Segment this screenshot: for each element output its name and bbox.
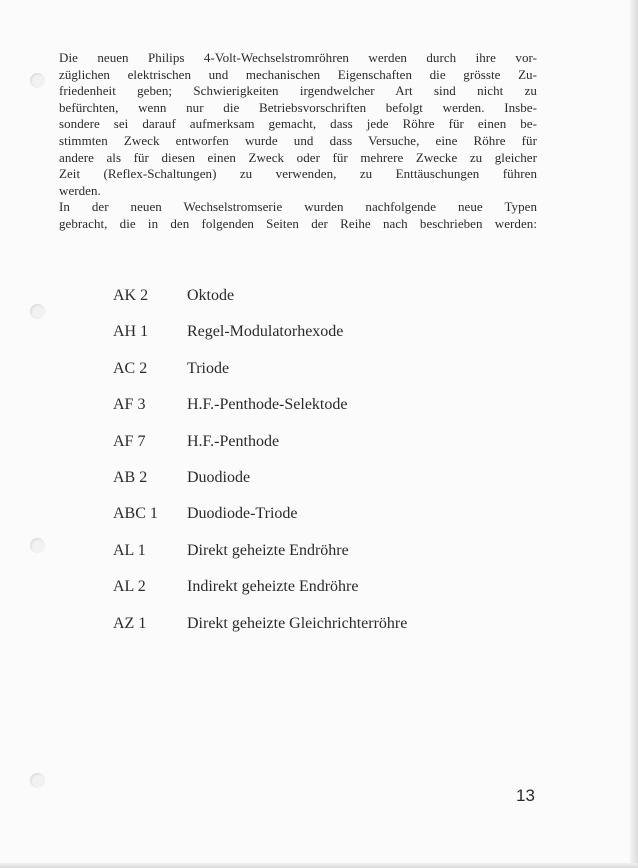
punch-hole bbox=[30, 538, 45, 553]
tube-code: AL 2 bbox=[113, 578, 146, 596]
tube-code: AF 7 bbox=[113, 432, 146, 450]
page-edge-shadow bbox=[630, 0, 638, 868]
tube-description: H.F.-Penthode-Selektode bbox=[187, 396, 348, 414]
tube-list bbox=[113, 287, 407, 651]
tube-description: Duodiode-Triode bbox=[187, 505, 298, 523]
tube-item bbox=[113, 396, 407, 432]
tube-code: AF 3 bbox=[113, 396, 146, 414]
tube-code: AK 2 bbox=[113, 287, 149, 304]
page-number: 13 bbox=[516, 786, 535, 805]
intro-line: befürchten, wenn nur die Betriebsvorschriften befolgt werden. Insbe- bbox=[59, 99, 537, 115]
punch-hole bbox=[30, 304, 45, 319]
punch-hole bbox=[30, 773, 45, 788]
intro-line: In der neuen Wechselstromserie wurden nachfolgende neue Typen bbox=[59, 199, 537, 215]
tube-item bbox=[113, 287, 407, 323]
tube-description: H.F.-Penthode bbox=[187, 432, 280, 450]
tube-item bbox=[113, 542, 407, 578]
intro-line: friedenheit geben; Schwierigkeiten irgendwelcher Art sind nicht zu bbox=[59, 83, 537, 99]
tube-code: ABC 1 bbox=[113, 505, 158, 523]
intro-paragraph bbox=[59, 50, 537, 233]
tube-code: AB 2 bbox=[113, 468, 148, 486]
punch-hole bbox=[30, 73, 45, 88]
intro-line: andere als für diesen einen Zweck oder für mehrere Zwecke zu gleicher bbox=[59, 149, 537, 165]
intro-line: Die neuen Philips 4-Volt-Wechselstromröhren werden durch ihre vor- bbox=[59, 50, 537, 65]
intro-line: stimmten Zweck entworfen wurde und dass Versuche, eine Röhre für bbox=[59, 132, 537, 148]
tube-code: AH 1 bbox=[113, 323, 149, 341]
tube-description: Duodiode bbox=[187, 468, 251, 486]
tube-description: Regel-Modulatorhexode bbox=[187, 323, 344, 341]
tube-code: AC 2 bbox=[113, 359, 148, 377]
intro-line: sondere sei darauf aufmerksam gemacht, dass jede Röhre für einen be- bbox=[59, 116, 537, 132]
tube-item bbox=[113, 505, 407, 541]
tube-description: Triode bbox=[187, 359, 230, 377]
intro-line: züglichen elektrischen und mechanischen Eigenschaften die grösste Zu- bbox=[59, 66, 537, 82]
tube-description: Direkt geheizte Gleichrichterröhre bbox=[187, 614, 408, 632]
tube-item bbox=[113, 433, 407, 469]
tube-description: Direkt geheizte Endröhre bbox=[187, 541, 349, 559]
intro-line: gebracht, die in den folgenden Seiten der Reihe nach beschrieben werden: bbox=[59, 215, 537, 231]
tube-item bbox=[113, 469, 407, 505]
tube-description: Oktode bbox=[187, 287, 235, 304]
intro-line: werden. bbox=[59, 182, 101, 198]
intro-line: Zeit (Reflex-Schaltungen) zu verwenden, zu Enttäuschungen führen bbox=[59, 166, 537, 182]
tube-description: Indirekt geheizte Endröhre bbox=[187, 578, 359, 596]
page-edge-shadow bbox=[0, 863, 638, 868]
tube-code: AZ 1 bbox=[113, 614, 147, 632]
tube-item bbox=[113, 578, 407, 614]
tube-item bbox=[113, 615, 407, 651]
tube-code: AL 1 bbox=[113, 541, 146, 559]
tube-item bbox=[113, 360, 407, 396]
tube-item bbox=[113, 323, 407, 359]
